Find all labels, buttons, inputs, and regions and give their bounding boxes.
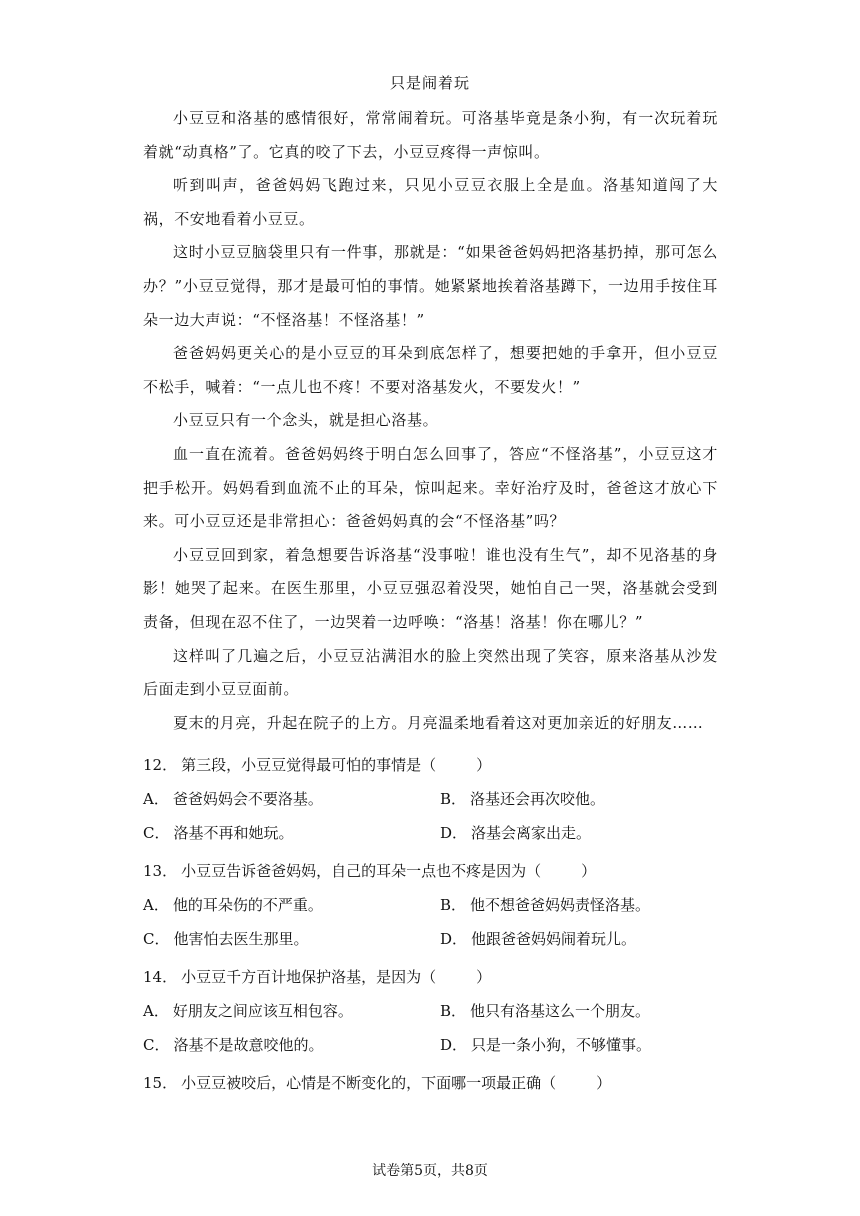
option-list xyxy=(143,994,718,1062)
option-text: 洛基不再和她玩。 xyxy=(173,824,294,842)
paragraph: 小豆豆和洛基的感情很好，常常闹着玩。可洛基毕竟是条小狗，有一次玩着玩着就“动真格”了。它真的咬了下去，小豆豆疼得一声惊叫。 xyxy=(143,109,718,161)
option-b[interactable] xyxy=(440,782,718,816)
question-section xyxy=(143,748,718,1100)
option-label: C． xyxy=(143,824,170,842)
option-label: A． xyxy=(143,1002,169,1020)
paragraph: 小豆豆只有一个念头，就是担心洛基。 xyxy=(173,411,439,430)
option-text: 只是一条小狗，不够懂事。 xyxy=(471,1036,652,1054)
question-close: ） xyxy=(476,756,492,774)
option-label: B． xyxy=(440,790,467,808)
question-stem xyxy=(143,1066,718,1100)
option-a[interactable] xyxy=(143,888,440,922)
option-b[interactable] xyxy=(440,888,718,922)
question-stem xyxy=(143,960,718,994)
option-text: 洛基不是故意咬他的。 xyxy=(173,1036,324,1054)
paragraph: 夏末的月亮，升起在院子的上方。月亮温柔地看着这对更加亲近的好朋友…… xyxy=(173,713,704,732)
option-label: D． xyxy=(440,1036,468,1054)
option-label: B． xyxy=(440,896,467,914)
question-text: 小豆豆千方百计地保护洛基，是因为（ xyxy=(181,968,437,986)
option-d[interactable] xyxy=(440,1028,718,1062)
option-label: A． xyxy=(143,896,169,914)
question-number: 15． xyxy=(143,1074,178,1092)
paragraph: 这时小豆豆脑袋里只有一件事，那就是：“如果爸爸妈妈把洛基扔掉，那可怎么办？”小豆豆觉得，那才是最可怕的事情。她紧紧地挨着洛基蹲下，一边用手按住耳朵一边大声说：“不怪洛基！不怪洛基！” xyxy=(143,243,718,329)
option-list xyxy=(143,888,718,956)
question-number: 13． xyxy=(143,862,178,880)
option-text: 他害怕去医生那里。 xyxy=(173,930,309,948)
option-label: A． xyxy=(143,790,169,808)
option-b[interactable] xyxy=(440,994,718,1028)
paragraph: 血一直在流着。爸爸妈妈终于明白怎么回事了，答应“不怪洛基”，小豆豆这才把手松开。妈妈看到血流不止的耳朵，惊叫起来。幸好治疗及时，爸爸这才放心下来。可小豆豆还是非常担心：爸爸妈妈真的会“不怪洛基”吗？ xyxy=(143,444,718,531)
option-d[interactable] xyxy=(440,816,718,850)
passage-title: 只是闹着玩 xyxy=(389,74,470,92)
option-text: 好朋友之间应该互相包容。 xyxy=(172,1002,353,1020)
option-text: 爸爸妈妈会不要洛基。 xyxy=(172,790,323,808)
paragraph: 小豆豆回到家，着急想要告诉洛基“没事啦！谁也没有生气”，却不见洛基的身影！她哭了起来。在医生那里，小豆豆强忍着没哭，她怕自己一哭，洛基就会受到责备，但现在忍不住了，一边哭着一边呼唤：“洛基！洛基！你在哪儿？” xyxy=(143,545,718,631)
option-text: 他跟爸爸妈妈闹着玩儿。 xyxy=(471,930,637,948)
question-stem xyxy=(143,854,718,888)
question-number: 14． xyxy=(143,968,178,986)
paragraph: 听到叫声，爸爸妈妈飞跑过来，只见小豆豆衣服上全是血。洛基知道闯了大祸，不安地看着小豆豆。 xyxy=(143,176,718,228)
question-text: 小豆豆被咬后，心情是不断变化的，下面哪一项最正确（ xyxy=(181,1074,557,1092)
option-label: D． xyxy=(440,824,468,842)
option-text: 洛基还会再次咬他。 xyxy=(470,790,606,808)
option-c[interactable] xyxy=(143,1028,440,1062)
option-a[interactable] xyxy=(143,782,440,816)
option-text: 他只有洛基这么一个朋友。 xyxy=(470,1002,651,1020)
question-stem xyxy=(143,748,718,782)
option-label: D． xyxy=(440,930,468,948)
question-text: 小豆豆告诉爸爸妈妈，自己的耳朵一点也不疼是因为（ xyxy=(181,862,542,880)
question-close: ） xyxy=(581,862,597,880)
question-text: 第三段，小豆豆觉得最可怕的事情是（ xyxy=(181,756,437,774)
option-text: 他不想爸爸妈妈责怪洛基。 xyxy=(470,896,651,914)
option-c[interactable] xyxy=(143,922,440,956)
option-label: C． xyxy=(143,1036,170,1054)
question-close: ） xyxy=(596,1074,612,1092)
option-a[interactable] xyxy=(143,994,440,1028)
question-number: 12． xyxy=(143,756,178,774)
option-d[interactable] xyxy=(440,922,718,956)
question-close: ） xyxy=(476,968,492,986)
paragraph: 这样叫了几遍之后，小豆豆沾满泪水的脸上突然出现了笑容，原来洛基从沙发后面走到小豆豆面前。 xyxy=(143,646,718,699)
option-text: 洛基会离家出走。 xyxy=(471,824,592,842)
option-list xyxy=(143,782,718,850)
option-label: C． xyxy=(143,930,170,948)
option-text: 他的耳朵伤的不严重。 xyxy=(172,896,323,914)
option-label: B． xyxy=(440,1002,467,1020)
option-c[interactable] xyxy=(143,816,440,850)
page-footer: 试卷第5页，共8页 xyxy=(372,1163,488,1179)
reading-passage xyxy=(143,102,718,740)
paragraph: 爸爸妈妈更关心的是小豆豆的耳朵到底怎样了，想要把她的手拿开，但小豆豆不松手，喊着：“一点儿也不疼！不要对洛基发火，不要发火！” xyxy=(143,344,718,396)
